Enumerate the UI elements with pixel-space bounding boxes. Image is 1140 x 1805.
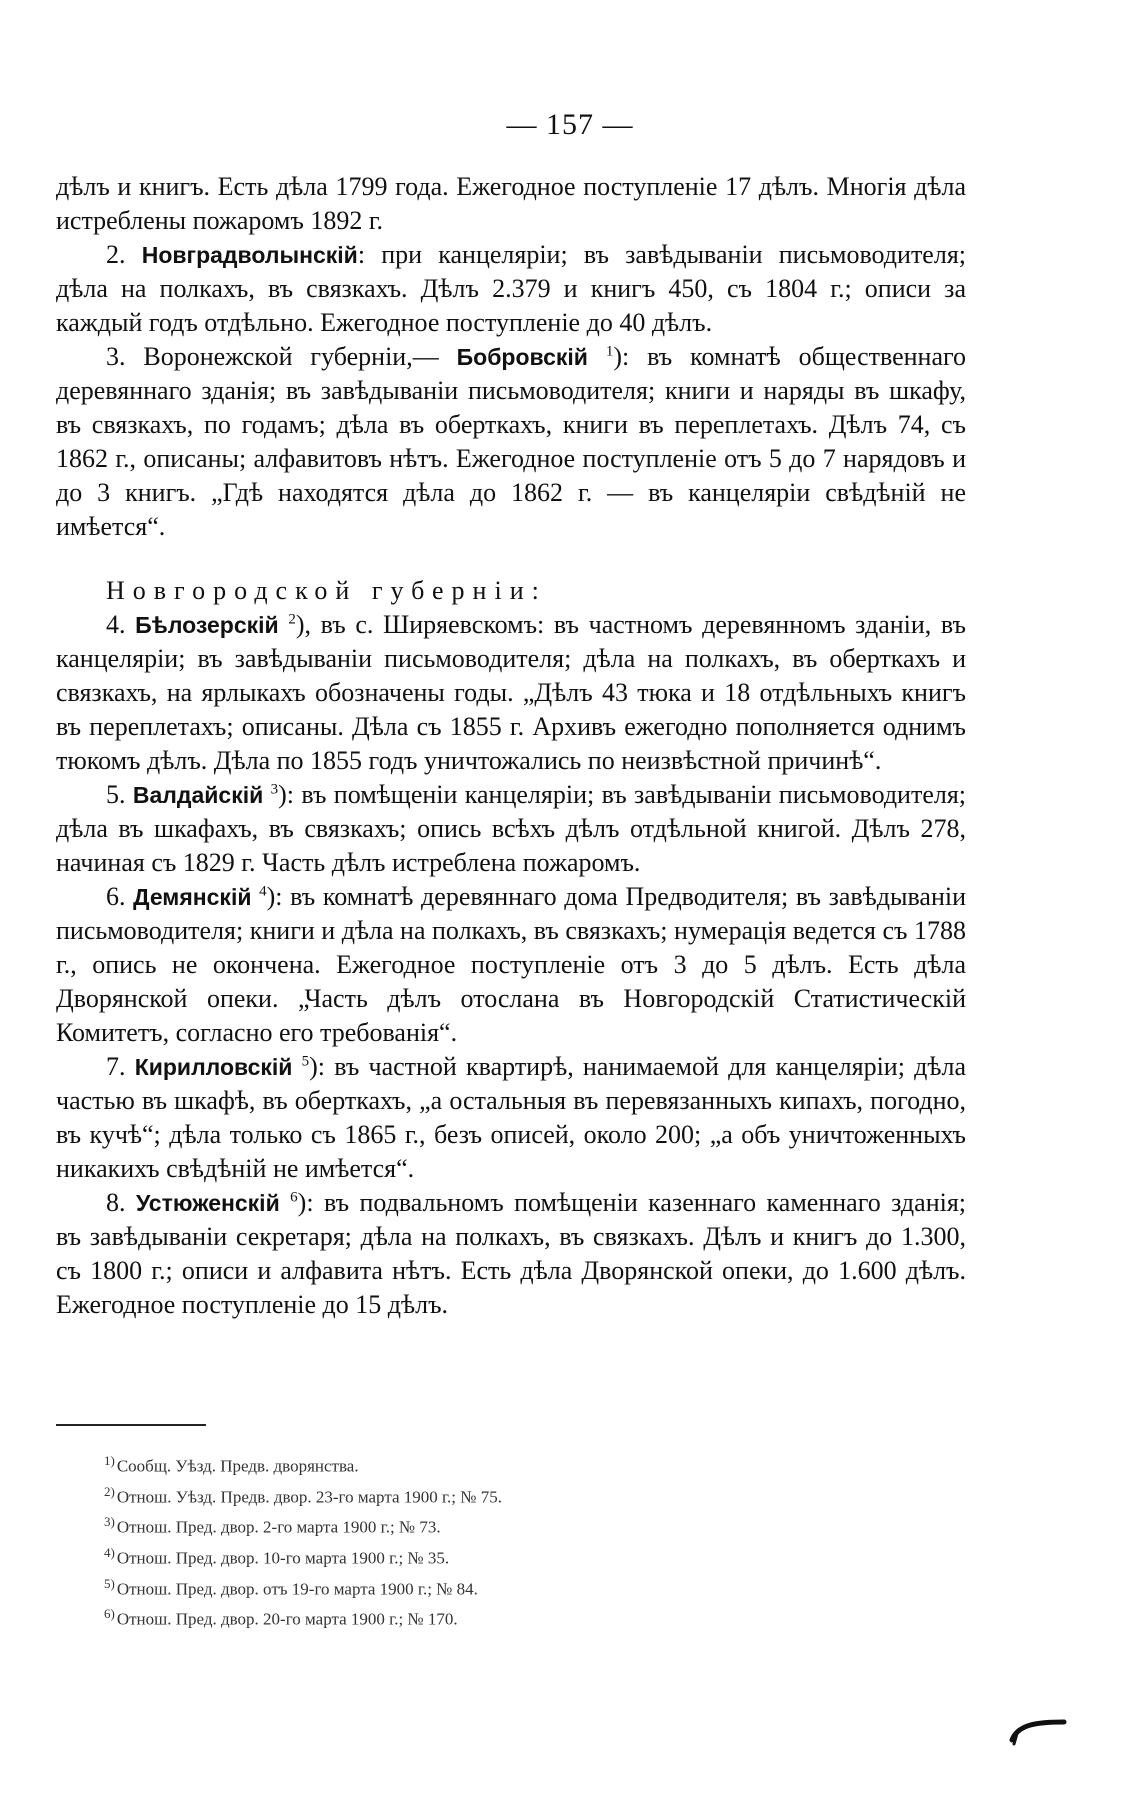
- entry-number: 7.: [106, 1052, 126, 1081]
- footnote: [104, 1540, 804, 1571]
- entry-belozersky: [56, 608, 966, 778]
- entry-text: ), въ с. Ширяевскомъ: въ частномъ деревянномъ зданіи, въ канцеляріи; въ завѣдываніи письмоводителя; дѣла на полкахъ, въ оберткахъ и связкахъ, на ярлыкахъ обозначены годы. „Дѣлъ 43 тюка и 18 отдѣльныхъ книгъ въ переплетахъ; описаны. Дѣла съ 1855 г. Архивъ ежегодно пополняется однимъ тюкомъ дѣлъ. Дѣла по 1855 годъ уничтожались по неизвѣстной причинѣ“.: [56, 610, 966, 775]
- entry-bobrovsky: [56, 340, 966, 544]
- district-name: Устюженскій: [135, 1190, 280, 1216]
- footnote-mark: 5): [104, 1575, 115, 1591]
- footnote-text: Сообщ. Уѣзд. Предв. дворянства.: [116, 1456, 359, 1476]
- entry-text: ): въ комнатѣ деревяннаго дома Предводителя; въ завѣдываніи письмоводителя; книги и дѣла на полкахъ, въ связкахъ; нумерація ведется съ 1788 г., опись не окончена. Ежегодное поступленіе отъ 3 до 5 дѣлъ. Есть дѣла Дворянской опеки. „Часть дѣлъ отослана въ Новгородскій Статистическій Комитетъ, согласно его требованія“.: [56, 882, 967, 1047]
- section-heading: Новгородской губерніи:: [106, 576, 547, 605]
- footnote-text: Отнош. Пред. двор. 2-го марта 1900 г.; № 73.: [116, 1517, 441, 1537]
- footnote-ref: 3: [270, 781, 279, 798]
- entry-number: 8.: [106, 1188, 126, 1217]
- corner-stroke-mark: [1008, 1716, 1068, 1746]
- footnote-ref: 2: [288, 611, 296, 628]
- entry-kirillovsky: [56, 1050, 966, 1186]
- entry-text: ): въ подвальномъ помѣщеніи казеннаго каменнаго зданія; въ завѣдываніи секретаря; дѣла на полкахъ, въ связкахъ. Дѣлъ и книгъ до 1.300, съ 1800 г.; описи и алфавита нѣтъ. Есть дѣла Дворянской опеки, до 1.600 дѣлъ. Ежегодное поступленіе до 15 дѣлъ.: [56, 1188, 967, 1319]
- footnote: [104, 1509, 804, 1540]
- entry-text: : при канцеляріи; въ завѣдываніи письмоводителя; дѣла на полкахъ, въ связкахъ. Дѣлъ 2.379 и книгъ 450, съ 1804 г.; описи за каждый годъ отдѣльно. Ежегодное поступленіе до 40 дѣлъ.: [56, 240, 966, 337]
- entry-text: ): въ комнатѣ общественнаго деревяннаго зданія; въ завѣдываніи письмоводителя; книги и наряды въ шкафу, въ связкахъ, по годамъ; дѣла въ оберткахъ, книги въ переплетахъ. Дѣлъ 74, съ 1862 г., описаны; алфавитовъ нѣтъ. Ежегодное поступленіе отъ 5 до 7 нарядовъ и до 3 книгъ. „Гдѣ находятся дѣла до 1862 г. — въ канцеляріи свѣдѣній не имѣется“.: [56, 342, 967, 541]
- page-number: — 157 —: [506, 108, 634, 141]
- entry-number: 4.: [106, 610, 126, 639]
- footnote-ref: 1: [605, 343, 614, 360]
- footnote-text: Отнош. Пред. двор. 10-го марта 1900 г.; № 35.: [116, 1548, 450, 1568]
- entry-novgradvolynsky: [56, 238, 966, 340]
- footnote-mark: 6): [104, 1606, 115, 1622]
- footnote-mark: 1): [104, 1453, 115, 1468]
- footnotes: [104, 1448, 804, 1632]
- entry-text: ): въ частной квартирѣ, нанимаемой для канцеляріи; дѣла частью въ шкафѣ, въ оберткахъ, „а остальныя въ перевязанныхъ кипахъ, погодно, въ кучѣ“; дѣла только съ 1865 г., безъ описей, около 200; „а объ уничтоженныхъ никакихъ свѣдѣній не имѣется“.: [56, 1052, 966, 1183]
- entry-number: 6.: [106, 882, 126, 911]
- district-name: Кирилловскій: [134, 1054, 293, 1080]
- footnote-mark: 4): [104, 1544, 115, 1560]
- footnote-text: Отнош. Уѣзд. Предв. двор. 23-го марта 1900 г.; № 75.: [116, 1487, 502, 1507]
- district-name: Новградволынскій: [141, 242, 358, 268]
- entry-demyansky: [56, 880, 966, 1050]
- footnote-ref: 6: [290, 1189, 298, 1206]
- footnote-mark: 3): [104, 1514, 115, 1530]
- district-name: Демянскій: [133, 884, 252, 910]
- entry-number: 2.: [106, 240, 126, 269]
- footnote: [104, 1571, 804, 1602]
- paragraph-continuation: дѣлъ и книгъ. Есть дѣла 1799 года. Ежегодное поступленіе 17 дѣлъ. Многія дѣла истреблены пожаромъ 1892 г.: [56, 172, 966, 235]
- footnote-ref: 5: [301, 1053, 310, 1070]
- footnote-mark: 2): [104, 1483, 115, 1499]
- district-name: Валдайскій: [132, 782, 264, 808]
- footnote-divider: [56, 1424, 206, 1426]
- district-name: Бѣлозерскій: [135, 612, 279, 638]
- entry-text: ): въ помѣщеніи канцеляріи; въ завѣдываніи письмоводителя; дѣла въ шкафахъ, въ связкахъ; опись всѣхъ дѣлъ отдѣльной книгой. Дѣлъ 278, начиная съ 1829 г. Часть дѣлъ истреблена пожаромъ.: [56, 780, 967, 877]
- footnote: [104, 1601, 804, 1632]
- body-text: [56, 170, 966, 1322]
- entry-ustyuzhensky: [56, 1186, 966, 1322]
- entry-valdaysky: [56, 778, 966, 880]
- footnote-text: Отнош. Пред. двор. отъ 19-го марта 1900 г.; № 84.: [116, 1579, 478, 1599]
- footnote-ref: 4: [259, 883, 267, 900]
- entry-number: 5.: [106, 780, 126, 809]
- footnote-text: Отнош. Пред. двор. 20-го марта 1900 г.; № 170.: [116, 1609, 458, 1629]
- footnote: [104, 1448, 804, 1479]
- district-name: Бобровскій: [456, 344, 588, 370]
- entry-prefix: 3. Воронежской губерніи,—: [106, 342, 457, 371]
- footnote: [104, 1479, 804, 1510]
